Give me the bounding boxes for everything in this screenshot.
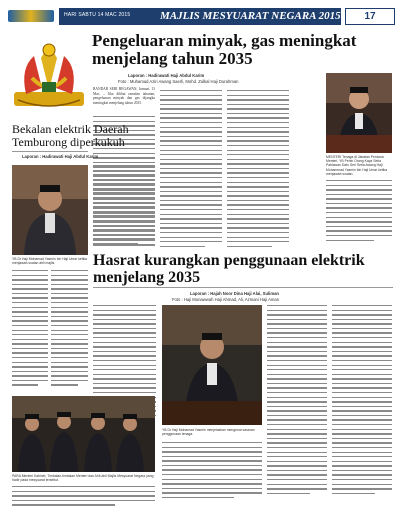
section-masthead: MAJLIS MESYUARAT NEGARA 2015 (160, 10, 341, 22)
lead-column-3-body (227, 90, 289, 247)
page-number: 17 (345, 8, 395, 25)
story2-reporter-credit: Laporan : Hadirawati Haji Abdul Karim (22, 154, 99, 159)
minister-photo-caption: MENTERI Tenaga di Jabatan Perdana Menteri, YB Pehin Orang Kaya Setia Pahlawan Dato Seri Setia Awang Haji Mohammad Yasmin bin Haji Umar ketika menjawab soalan. (326, 155, 388, 176)
story2-rule (12, 151, 88, 152)
story3-column-3-body (267, 305, 327, 507)
story3-headline: Hasrat kurangkan penggunaan elektrik menjelang 2035 (93, 252, 365, 286)
story3-reporter-credit: Laporan : Hajah Noor Dina Haji Alai, Suliman (190, 291, 279, 296)
lead-headline: Pengeluaran minyak, gas meningkat menjelang tahun 2035 (92, 31, 357, 68)
lead-photo-credit: Foto : Muhamad Aziri Awang Saerli, Mohd. Zulkal Haji Durahman (118, 79, 239, 84)
minister-photo (326, 73, 392, 153)
header-date: HARI SABTU 14 MAC 2015 (64, 12, 131, 18)
story3-column-2-body (162, 442, 262, 508)
story3-photo-caption2: YB Dr Haji Mohamad Yasmin menjelaskan mengenai sasaran penggunaan tenaga. (162, 428, 255, 437)
lead-column-1-text: BANDAR SERI BEGAWAN, Jumaat, 13 Mac. – Jika dilihat ramalan tahunan, pengeluaran minyak dan gas dijangka meningkat menjelang tahun 2035. (93, 87, 155, 105)
story2-official-photo (12, 165, 88, 255)
story2-column-1-body (12, 270, 48, 390)
assembly-members-photo (12, 396, 155, 472)
story2-column-2-body (51, 270, 88, 390)
lead-column-4-body (326, 180, 392, 248)
newspaper-logo (6, 7, 58, 26)
lead-column-2-body (160, 90, 222, 247)
story2-headline: Bekalan elektrik Daerah Temburong diperkukuh (12, 122, 129, 149)
story3-column-4-body (332, 305, 392, 507)
story3-photo-credit: Foto : Haji Munawwah Haji Ahmad, Ali, Azmani Haji Aman (172, 297, 280, 302)
story3-rule (93, 287, 393, 288)
story3-cabinet-photo (162, 305, 262, 425)
lead-reporter-credit: Laporan : Hadirawati Haji Abdul Karim (128, 73, 205, 78)
story2-column-3-body (93, 165, 155, 247)
state-crest-emblem (12, 38, 86, 114)
assembly-photo-caption: PARA Menteri Kabinet, Timbalan-timbalan Menteri dan Ahli-ahli Majlis Mesyuarat Negara yang hadir pada mesyuarat tersebut. (12, 474, 154, 483)
story2-photo-caption: YB Dr Haji Mohamad Yasmin bin Haji Umar ketika menjawab soalan ahli majlis. (12, 257, 88, 266)
bottom-left-text-body (12, 486, 155, 508)
